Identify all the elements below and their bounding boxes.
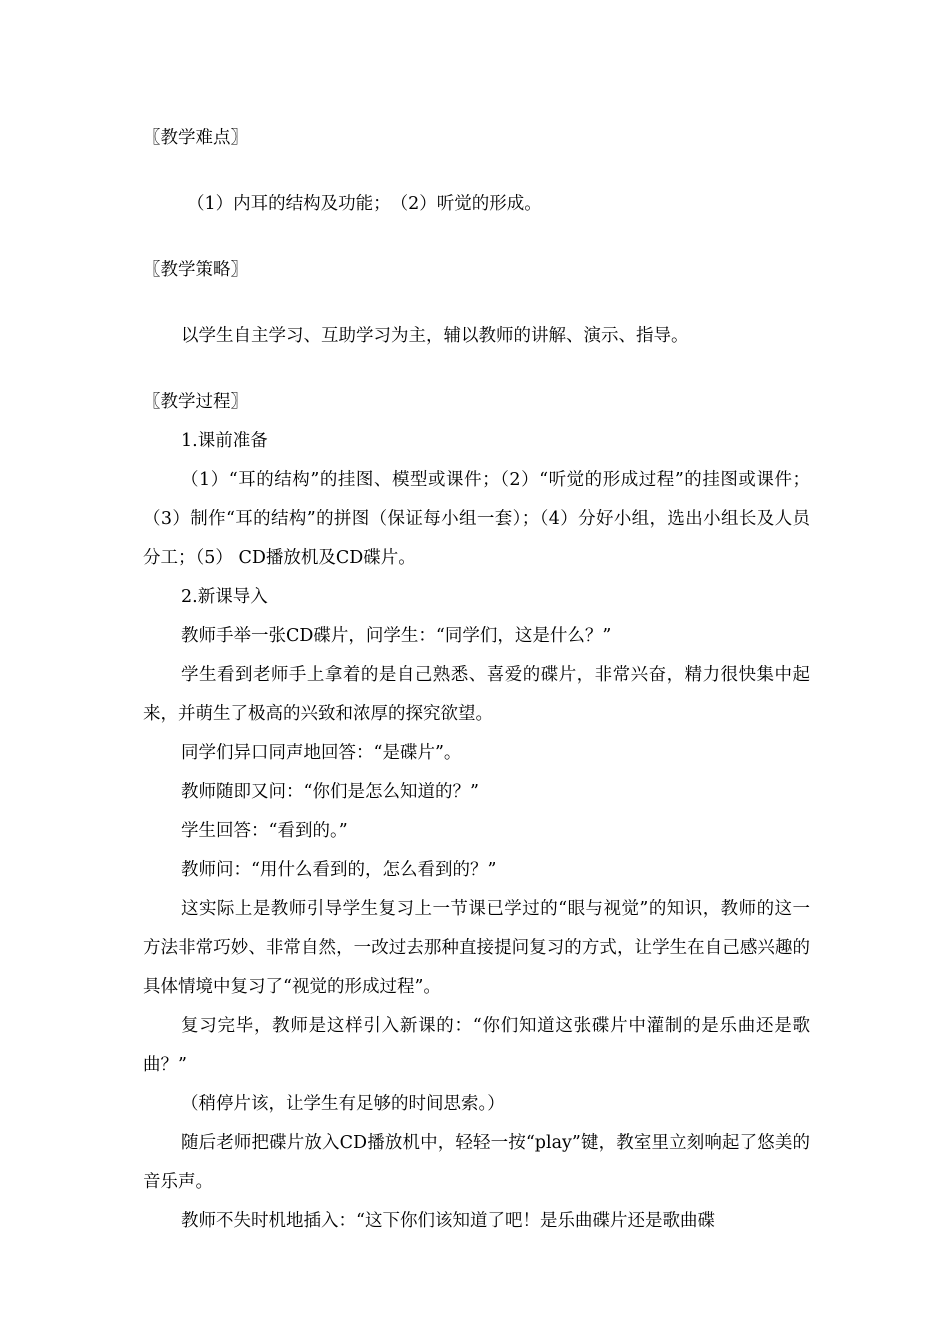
paragraph: 学生回答：“看到的。” xyxy=(181,821,348,841)
process-heading: 〖教学过程〗 xyxy=(143,392,248,412)
paragraph: 学生看到老师手上拿着的是自己熟悉、喜爱的碟片，非常兴奋，精力很快集中起来，并萌生了极高的兴致和浓厚的探究欲望。 xyxy=(143,665,810,724)
difficulty-heading: 〖教学难点〗 xyxy=(143,128,248,148)
paragraph: 复习完毕，教师是这样引入新课的：“你们知道这张碟片中灌制的是乐曲还是歌曲？” xyxy=(143,1016,810,1075)
paragraph: 教师手举一张CD碟片，问学生：“同学们，这是什么？” xyxy=(181,626,612,646)
paragraph: 同学们异口同声地回答：“是碟片”。 xyxy=(181,743,462,763)
paragraph: 教师随即又问：“你们是怎么知道的？” xyxy=(181,782,479,802)
difficulty-body: （1）内耳的结构及功能； （2）听觉的形成。 xyxy=(187,194,542,214)
paragraph: 随后老师把碟片放入CD播放机中，轻轻一按“play”键，教室里立刻响起了悠美的音乐声。 xyxy=(143,1133,810,1192)
paragraph-intro-title: 2.新课导入 xyxy=(181,587,268,607)
paragraph: （稍停片该，让学生有足够的时间思索。） xyxy=(181,1094,505,1114)
strategy-heading: 〖教学策略〗 xyxy=(143,260,248,280)
paragraph-prep-items: （1）“耳的结构”的挂图、模型或课件；（2）“听觉的形成过程”的挂图或课件；（3）制作“耳的结构”的拼图（保证每小组一套）；（4）分好小组，选出小组长及人员分工；（5） CD播放机及CD碟片。 xyxy=(143,470,810,568)
paragraph: 这实际上是教师引导学生复习上一节课已学过的“眼与视觉”的知识，教师的这一方法非常巧妙、非常自然，一改过去那种直接提问复习的方式，让学生在自己感兴趣的具体情境中复习了“视觉的形成过程”。 xyxy=(143,899,810,997)
paragraph-prep-title: 1.课前准备 xyxy=(181,431,268,451)
paragraph: 教师问：“用什么看到的，怎么看到的？” xyxy=(181,860,497,880)
paragraph: 教师不失时机地插入：“这下你们该知道了吧！是乐曲碟片还是歌曲碟 xyxy=(181,1211,715,1231)
strategy-body: 以学生自主学习、互助学习为主，辅以教师的讲解、演示、指导。 xyxy=(181,326,689,346)
document-body xyxy=(143,118,810,1241)
